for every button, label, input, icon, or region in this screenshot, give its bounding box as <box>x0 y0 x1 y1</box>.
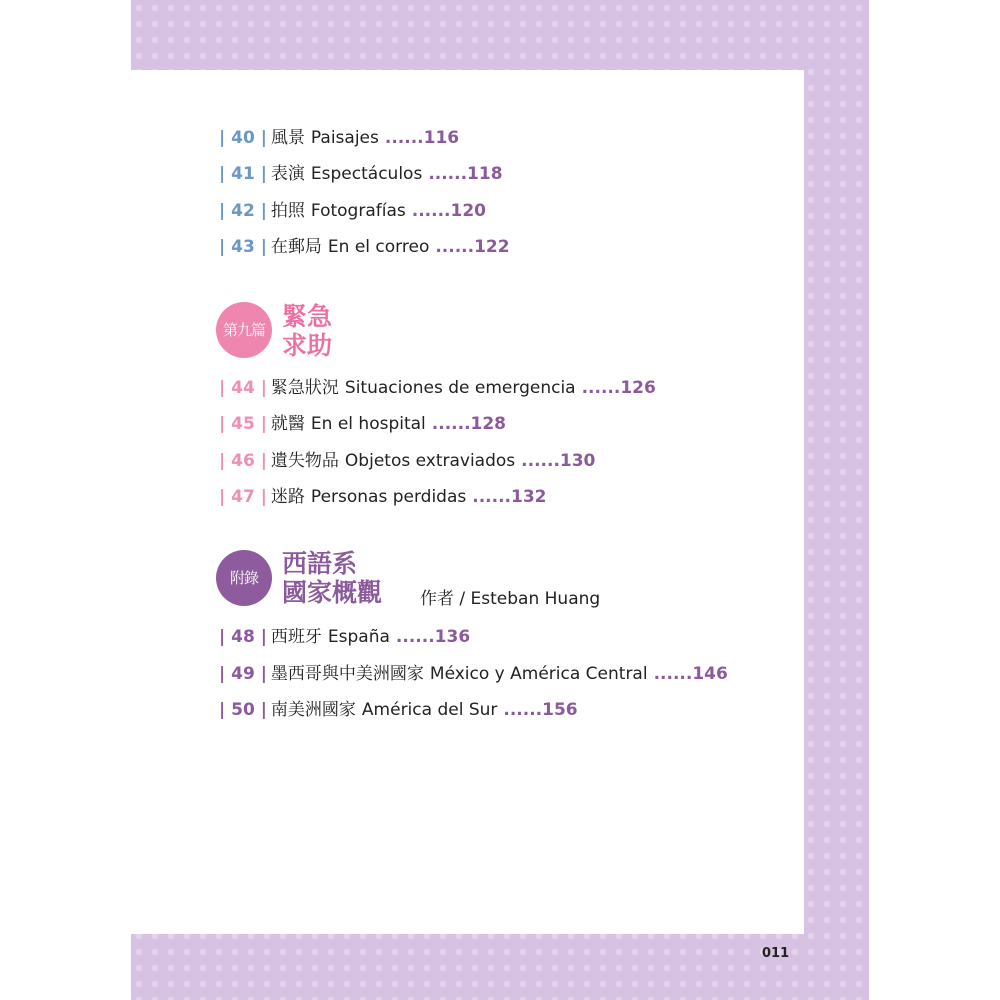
toc-entry-number: | 49 | <box>219 664 267 684</box>
toc-entry-title-es: Espectáculos <box>310 164 423 184</box>
toc-entry-number: | 50 | <box>219 700 267 720</box>
section-title-line: 西語系 <box>282 549 358 578</box>
toc-entry-title-es: América del Sur <box>361 700 498 720</box>
toc-entry-45[interactable] <box>219 410 506 438</box>
toc-entry-title-zh: 就醫 <box>270 414 305 434</box>
toc-entry-number: | 47 | <box>219 487 267 507</box>
section-title-line: 國家概觀 <box>282 578 383 607</box>
toc-entry-title-es: España <box>327 627 390 647</box>
toc-entry-page: ......122 <box>435 237 510 257</box>
toc-entry-page: ......156 <box>503 700 578 720</box>
toc-entry-44[interactable] <box>219 374 656 402</box>
toc-entry-40[interactable] <box>219 124 459 152</box>
toc-entry-number: | 41 | <box>219 164 267 184</box>
page-number: 011 <box>762 946 790 961</box>
toc-entry-title-es: En el hospital <box>310 414 426 434</box>
toc-entry-number: | 43 | <box>219 237 267 257</box>
toc-entry-title-zh: 緊急狀況 <box>270 378 339 398</box>
toc-entry-page: ......126 <box>581 378 656 398</box>
toc-entry-number: | 46 | <box>219 451 267 471</box>
section-title-emergency <box>282 302 332 360</box>
section-badge-emergency: 第九篇 <box>216 302 272 358</box>
toc-entry-number: | 44 | <box>219 378 267 398</box>
section-title-line: 求助 <box>282 331 333 360</box>
toc-entry-number: | 40 | <box>219 128 267 148</box>
toc-entry-title-es: Personas perdidas <box>310 487 467 507</box>
toc-entry-title-es: Fotografías <box>310 201 406 221</box>
author-credit: 作者 / Esteban Huang <box>420 589 601 609</box>
toc-entry-page: ......120 <box>411 201 486 221</box>
toc-entry-43[interactable] <box>219 233 510 261</box>
toc-entry-title-zh: 南美洲國家 <box>270 700 356 720</box>
toc-entry-title-zh: 在郵局 <box>270 237 322 257</box>
toc-entry-number: | 48 | <box>219 627 267 647</box>
toc-entry-46[interactable] <box>219 447 595 475</box>
section-badge-appendix: 附錄 <box>216 550 272 606</box>
toc-entry-page: ......118 <box>428 164 503 184</box>
toc-entry-41[interactable] <box>219 160 503 188</box>
toc-entry-page: ......128 <box>431 414 507 434</box>
toc-entry-number: | 45 | <box>219 414 267 434</box>
toc-entry-page: ......130 <box>521 451 596 471</box>
toc-entry-page: ......116 <box>384 128 460 148</box>
toc-entry-47[interactable] <box>219 483 546 511</box>
toc-entry-title-es: Objetos extraviados <box>344 451 516 471</box>
toc-entry-title-es: Situaciones de emergencia <box>344 378 576 398</box>
toc-entry-title-es: Paisajes <box>310 128 379 148</box>
toc-entry-49[interactable] <box>219 660 728 688</box>
toc-entry-50[interactable] <box>219 696 578 724</box>
toc-entry-number: | 42 | <box>219 201 267 221</box>
section-title-line: 緊急 <box>282 302 333 331</box>
toc-entry-title-zh: 拍照 <box>270 201 305 221</box>
toc-entry-title-es: En el correo <box>327 237 430 257</box>
section-title-appendix <box>282 549 382 607</box>
toc-entry-title-zh: 迷路 <box>270 487 305 507</box>
toc-entry-title-zh: 風景 <box>270 128 305 148</box>
toc-entry-page: ......136 <box>395 627 471 647</box>
toc-entry-48[interactable] <box>219 623 470 651</box>
toc-entry-title-zh: 墨西哥與中美洲國家 <box>270 664 424 684</box>
toc-entry-title-es: México y América Central <box>429 664 648 684</box>
toc-entry-page: ......132 <box>472 487 547 507</box>
toc-entry-title-zh: 西班牙 <box>270 627 322 647</box>
toc-entry-title-zh: 遺失物品 <box>270 451 339 471</box>
toc-entry-42[interactable] <box>219 197 486 225</box>
toc-entry-title-zh: 表演 <box>270 164 305 184</box>
toc-entry-page: ......146 <box>653 664 728 684</box>
